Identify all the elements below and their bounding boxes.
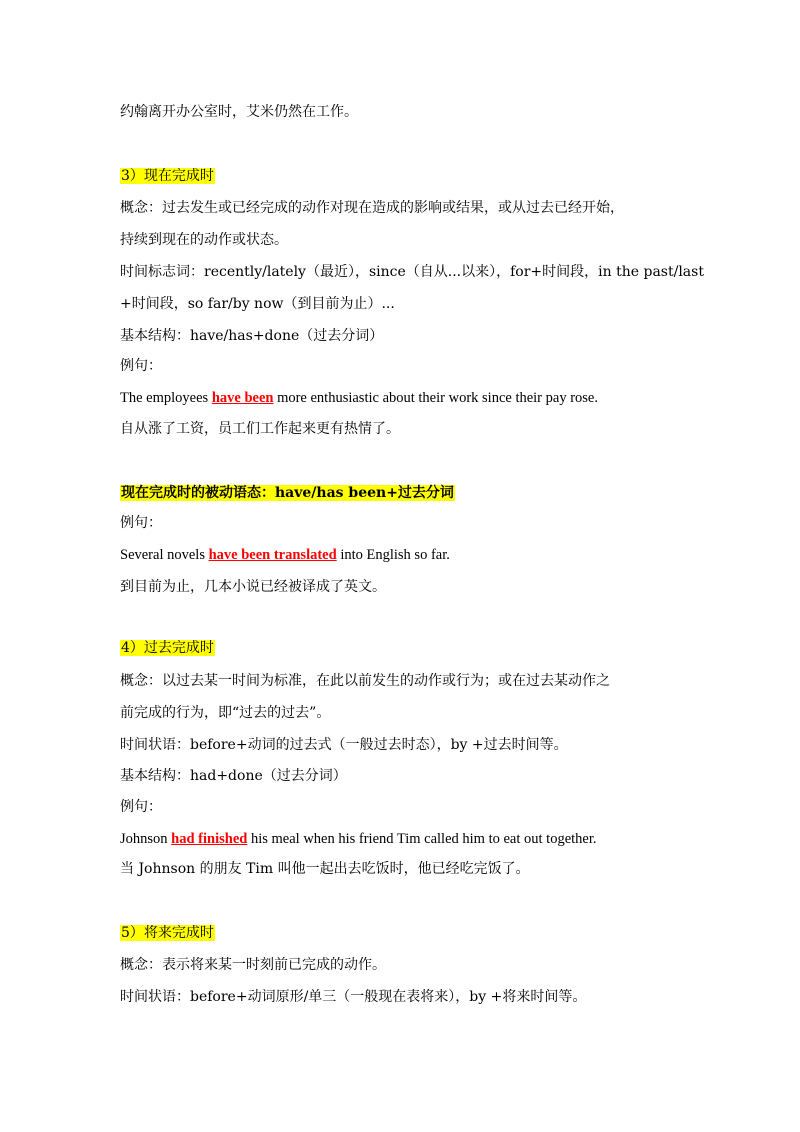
concept-line: 概念：表示将来某一时刻前已完成的动作。 xyxy=(120,957,386,973)
example-sentence xyxy=(120,387,598,409)
translation-line: 到目前为止，几本小说已经被译成了英文。 xyxy=(120,579,386,595)
structure-line: 基本结构：had+done（过去分词） xyxy=(120,768,347,784)
example-text: Several novels xyxy=(120,547,209,563)
example-text: more enthusiastic about their work since their pay rose. xyxy=(273,390,598,406)
highlighted-heading: 现在完成时的被动语态：have/has been+过去分词 xyxy=(121,485,454,501)
concept-line: 持续到现在的动作或状态。 xyxy=(120,232,288,248)
example-text: his meal when his friend Tim called him to eat out together. xyxy=(247,831,597,847)
time-markers-line: 时间标志词：recently/lately（最近），since（自从...以来），for+时间段，in the past/last xyxy=(120,264,704,280)
highlighted-heading: 5）将来完成时 xyxy=(121,925,214,941)
text-line: 约翰离开办公室时，艾米仍然在工作。 xyxy=(120,104,358,120)
example-keyword: have been translated xyxy=(208,547,337,563)
example-keyword: had finished xyxy=(171,831,248,847)
section-heading-future-perfect xyxy=(120,922,215,944)
example-label: 例句： xyxy=(120,515,162,531)
section-heading-present-perfect xyxy=(120,165,215,187)
example-text: The employees xyxy=(120,390,212,406)
example-sentence xyxy=(120,828,597,850)
highlighted-heading: 3）现在完成时 xyxy=(121,168,214,184)
structure-line: 基本结构：have/has+done（过去分词） xyxy=(120,328,384,344)
concept-line: 前完成的行为，即“过去的过去”。 xyxy=(120,705,331,721)
section-heading-passive xyxy=(120,482,455,504)
example-text: Johnson xyxy=(120,831,172,847)
time-markers-line: +时间段，so far/by now（到目前为止）... xyxy=(120,296,395,312)
example-text: into English so far. xyxy=(336,547,450,563)
example-keyword: have been xyxy=(211,390,274,406)
adverbials-line: 时间状语：before+动词原形/单三（一般现在表将来），by +将来时间等。 xyxy=(120,989,587,1005)
adverbials-line: 时间状语：before+动词的过去式（一般过去时态），by +过去时间等。 xyxy=(120,737,568,753)
translation-line: 自从涨了工资，员工们工作起来更有热情了。 xyxy=(120,421,400,437)
highlighted-heading: 4）过去完成时 xyxy=(121,640,214,656)
example-label: 例句： xyxy=(120,358,162,374)
example-label: 例句： xyxy=(120,799,162,815)
concept-line: 概念：过去发生或已经完成的动作对现在造成的影响或结果，或从过去已经开始， xyxy=(120,200,624,216)
concept-line: 概念：以过去某一时间为标准，在此以前发生的动作或行为；或在过去某动作之 xyxy=(120,673,610,689)
translation-line: 当 Johnson 的朋友 Tim 叫他一起出去吃饭时，他已经吃完饭了。 xyxy=(120,861,530,877)
example-sentence xyxy=(120,544,450,566)
section-heading-past-perfect xyxy=(120,637,215,659)
